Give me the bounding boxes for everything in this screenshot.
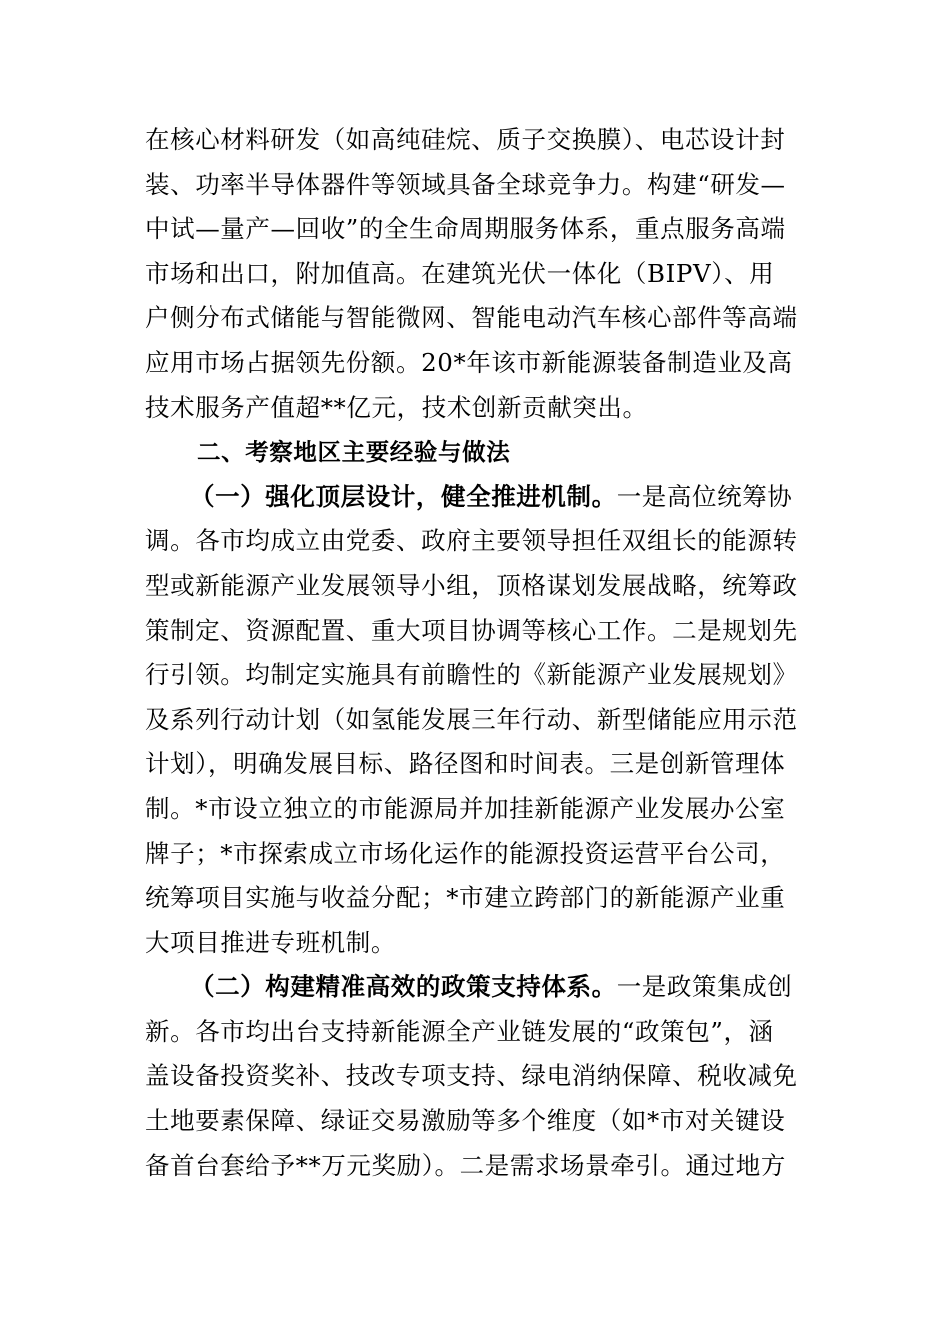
paragraph-line: 备首台套给予**万元奖励）。二是需求场景牵引。通过地方 [145,1150,786,1180]
subsection-text: 一是高位统筹协 [616,481,793,511]
paragraph-line: 大项目推进专班机制。 [145,927,396,957]
subsection-text: 一是政策集成创 [616,972,793,1002]
paragraph-line: 盖设备投资奖补、技改专项支持、绿电消纳保障、税收减免 [145,1061,798,1091]
document-body [145,118,807,1188]
paragraph-line: 土地要素保障、绿证交易激励等多个维度（如*市对关键设 [145,1106,786,1136]
paragraph-line: 及系列行动计划（如氢能发展三年行动、新型储能应用示范 [145,704,798,734]
paragraph-line: 牌子；*市探索成立市场化运作的能源投资运营平台公司， [145,838,786,868]
section-heading: 二、考察地区主要经验与做法 [197,438,511,467]
paragraph-line: 型或新能源产业发展领导小组，顶格谋划发展战略，统筹政 [145,570,798,600]
subsection-title: （二）构建精准高效的政策支持体系。 [190,972,617,1002]
paragraph-line: 策制定、资源配置、重大项目协调等核心工作。二是规划先 [145,615,798,645]
paragraph-line: 中试—量产—回收”的全生命周期服务体系，重点服务高端 [145,214,786,244]
paragraph-line: 统筹项目实施与收益分配；*市建立跨部门的新能源产业重 [145,883,786,913]
paragraph-line: 行引领。均制定实施具有前瞻性的《新能源产业发展规划》 [145,660,798,690]
paragraph-line: 在核心材料研发（如高纯硅烷、质子交换膜）、电芯设计封 [145,125,786,154]
paragraph-line: 调。各市均成立由党委、政府主要领导担任双组长的能源转 [145,526,798,556]
paragraph-line: 应用市场占据领先份额。20*年该市新能源装备制造业及高 [145,347,793,377]
paragraph-line: 技术服务产值超**亿元，技术创新贡献突出。 [145,392,648,422]
paragraph-line: 户侧分布式储能与智能微网、智能电动汽车核心部件等高端 [145,303,798,333]
subsection-title: （一）强化顶层设计，健全推进机制。 [190,481,617,511]
paragraph-line: 装、功率半导体器件等领域具备全球竞争力。构建“研发— [145,169,786,199]
subsection-first-line [145,475,807,520]
paragraph-line: 新。各市均出台支持新能源全产业链发展的“政策包”，涵 [145,1016,774,1046]
paragraph-line: 制。*市设立独立的市能源局并加挂新能源产业发展办公室 [145,793,786,823]
paragraph-line: 市场和出口，附加值高。在建筑光伏一体化（BIPV）、用 [145,258,775,288]
paragraph-line: 计划），明确发展目标、路径图和时间表。三是创新管理体 [145,749,786,779]
subsection-first-line [145,965,807,1010]
